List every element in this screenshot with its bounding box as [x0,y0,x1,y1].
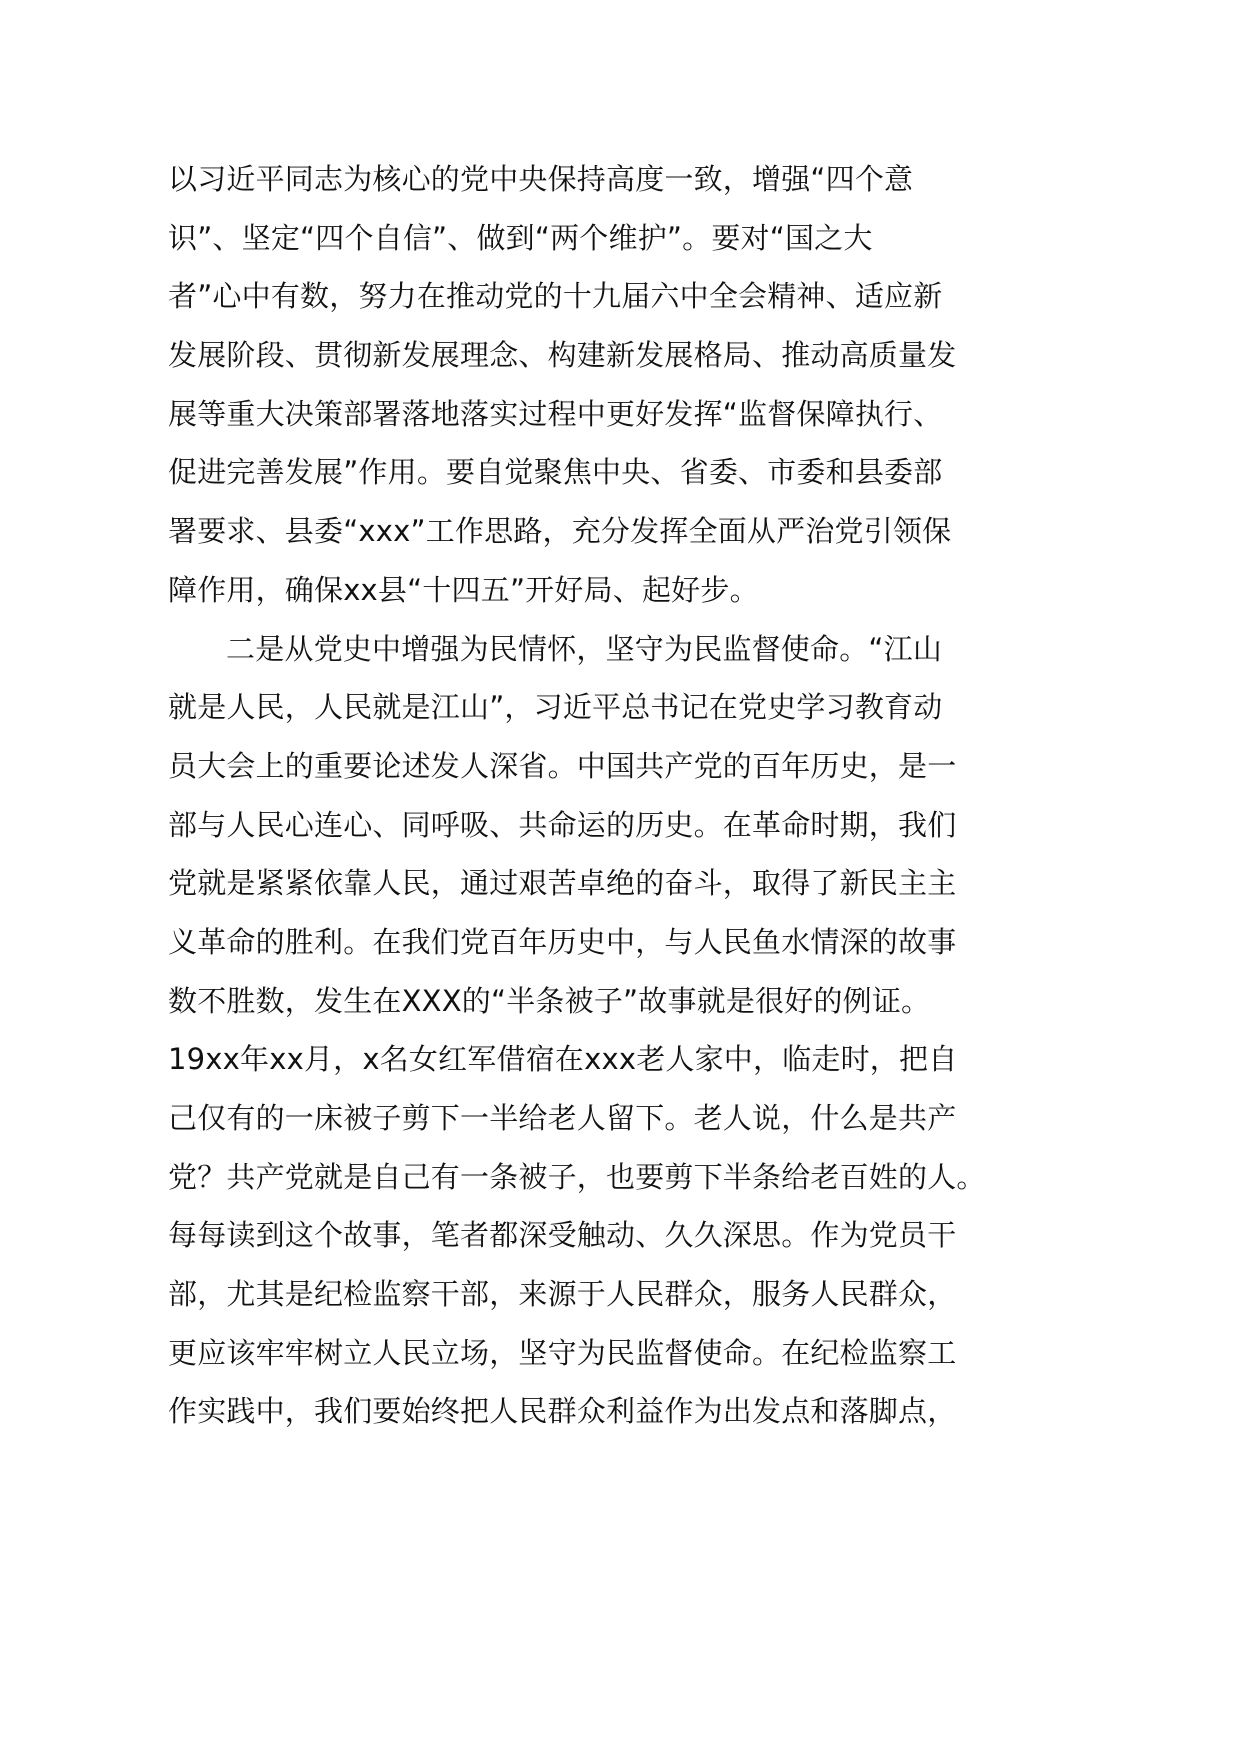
text-line: 署要求、县委“xxx”工作思路，充分发挥全面从严治党引领保 [168,514,952,549]
text-line: 党就是紧紧依靠人民，通过艰苦卓绝的奋斗，取得了新民主主 [168,866,957,901]
text-line: 员大会上的重要论述发人深省。中国共产党的百年历史，是一 [168,748,957,783]
text-line: 部，尤其是纪检监察干部，来源于人民群众，服务人民群众， [168,1277,957,1312]
text-line: 党？共产党就是自己有一条被子，也要剪下半条给老百姓的人。 [168,1159,986,1194]
text-line: 19xx年xx月，x名女红军借宿在xxx老人家中，临走时，把自 [168,1042,958,1077]
text-line: 者”心中有数，努力在推动党的十九届六中全会精神、适应新 [168,279,943,314]
text-line: 识”、坚定“四个自信”、做到“两个维护”。要对“国之大 [168,220,873,255]
text-line: 发展阶段、贯彻新发展理念、构建新发展格局、推动高质量发 [168,338,957,373]
text-line: 障作用，确保xx县“十四五”开好局、起好步。 [168,572,759,607]
text-line: 展等重大决策部署落地落实过程中更好发挥“监督保障执行、 [168,396,943,431]
text-line: 更应该牢牢树立人民立场，坚守为民监督使命。在纪检监察工 [168,1335,957,1370]
text-line: 己仅有的一床被子剪下一半给老人留下。老人说，什么是共产 [168,1101,957,1135]
text-line: 作实践中，我们要始终把人民群众利益作为出发点和落脚点， [168,1394,957,1429]
text-line: 就是人民，人民就是江山”，习近平总书记在党史学习教育动 [168,690,943,725]
text-line: 每每读到这个故事，笔者都深受触动、久久深思。作为党员干 [168,1218,957,1253]
text-line: 以习近平同志为核心的党中央保持高度一致，增强“四个意 [168,162,914,196]
text-line: 义革命的胜利。在我们党百年历史中，与人民鱼水情深的故事 [168,924,957,959]
text-line: 数不胜数，发生在XXX的“半条被子”故事就是很好的例证。 [168,983,931,1018]
text-line: 促进完善发展”作用。要自觉聚焦中央、省委、市委和县委部 [168,455,943,490]
paragraph-start-line: 二是从党史中增强为民情怀，坚守为民监督使命。“江山 [226,631,943,666]
body-text [168,150,986,1441]
text-line: 部与人民心连心、同呼吸、共命运的历史。在革命时期，我们 [168,807,957,842]
